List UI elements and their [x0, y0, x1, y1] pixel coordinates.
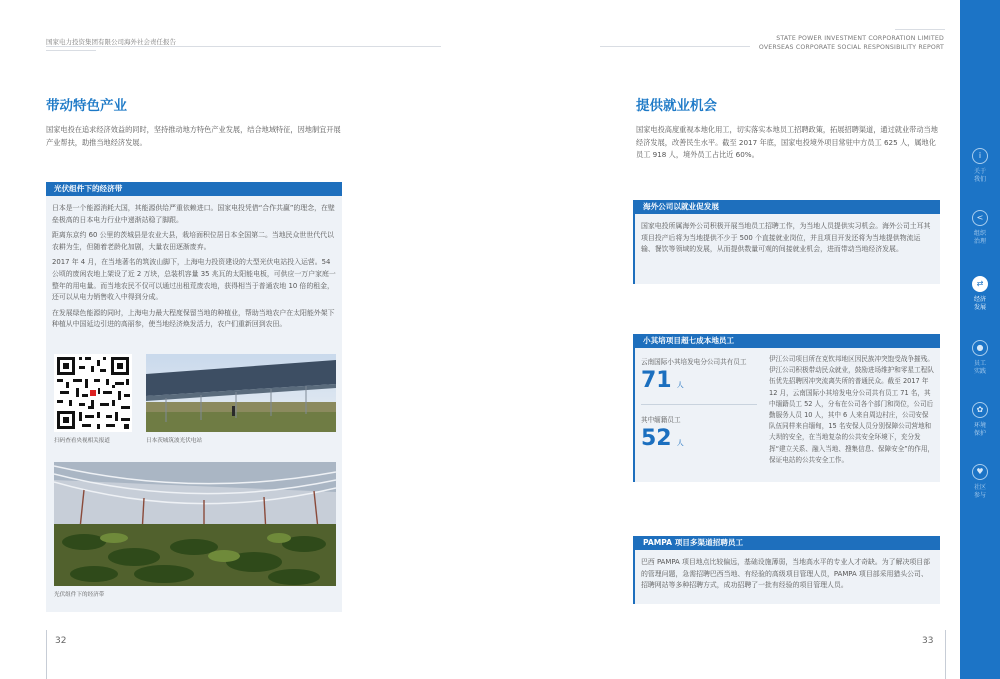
leaf-icon: ✿ — [972, 402, 988, 418]
header-english-line2: OVERSEAS CORPORATE SOCIAL RESPONSIBILITY REPORT — [758, 44, 944, 51]
stat-total-value: 71 — [641, 368, 672, 393]
header-divider-left — [46, 46, 441, 47]
sidebar-item-community[interactable] — [960, 464, 1000, 500]
person-icon: ● — [972, 340, 988, 356]
sidebar-item-governance[interactable] — [960, 210, 1000, 246]
pampa-panel — [635, 536, 940, 604]
sidebar-item-about-label1: 关于 — [973, 168, 986, 175]
stat-myanmar — [641, 426, 684, 451]
stat-total — [641, 368, 684, 393]
sidebar-item-economy-label2: 发展 — [973, 304, 986, 311]
stat-total-label: 云南国际小其培发电分公司共有员工 — [641, 358, 747, 366]
stat-total-unit: 人 — [676, 381, 684, 389]
right-section-title: 提供就业机会 — [636, 98, 717, 114]
crops-under-panels-photo — [54, 462, 336, 586]
header-english-line1: STATE POWER INVESTMENT CORPORATION LIMITED — [776, 35, 944, 42]
sidebar-item-governance-label2: 治理 — [973, 238, 986, 245]
stat-myanmar-label: 其中缅籍员工 — [641, 416, 681, 424]
sidebar-item-environment-label2: 保护 — [973, 430, 986, 437]
sidebar-item-employees[interactable] — [960, 340, 1000, 376]
chapter-sidebar — [960, 0, 1000, 679]
handshake-icon: ⇄ — [972, 276, 988, 292]
header-divider-right-short — [895, 29, 945, 30]
left-panel-paragraph-1: 日本是一个能源消耗大国，其能源供给严重依赖进口。国家电投凭借“合作共赢”的理念，在壁垒极高的日本电力行业中递渐站稳了脚跟。 — [52, 204, 335, 224]
stat-myanmar-unit: 人 — [676, 439, 684, 447]
report-header-left: 国家电力投资集团有限公司海外社会责任报告 — [46, 38, 176, 46]
sidebar-item-economy-label1: 经济 — [973, 296, 986, 303]
right-intro-paragraph: 国家电投高度重视本地化用工，切实落实本地员工招聘政策，拓展招聘渠道，通过就业带动当地经济发展，改善民生水平。截至 2017 年底，国家电投境外项目常驻中方员工 625 人，属地化员工 918 人，境外员工占比近 60%。 — [636, 125, 938, 159]
qr-code[interactable] — [54, 354, 132, 432]
crops-caption: 光伏组件下的经济带 — [54, 592, 105, 598]
sidebar-item-environment-label1: 环境 — [973, 422, 986, 429]
sidebar-item-community-label2: 参与 — [973, 492, 986, 499]
local-staff-panel-title: 小其培项目超七成本地员工 — [635, 334, 940, 348]
left-panel-title: 光伏组件下的经济带 — [46, 182, 342, 196]
left-panel-paragraph-4: 在发展绿色能源的同时，上海电力最大程度保留当地的种植业，帮助当地农户在太阳能外架下种植从中国延边引进的高丽参，使当地经济焕发活力，农户们重新回到农田。 — [52, 308, 335, 329]
sidebar-item-employees-label1: 员工 — [973, 360, 986, 367]
employment-panel-text: 国家电投所属海外公司积极开展当地员工招聘工作，为当地人员提供实习机会。海外公司土耳其项目投产后将为当地提供不少于 500 个直接就业岗位，并且项目开发还将为当地提供物流运输、餐饮等领域的发展，从而提供数量可观的间接就业机会，进而带动当地经济发展。 — [641, 222, 931, 254]
sidebar-item-community-label1: 社区 — [973, 484, 986, 491]
solar-station-caption: 日本茨城筑波光伏电站 — [146, 438, 202, 444]
left-panel — [46, 182, 342, 612]
stat-divider — [641, 404, 757, 405]
page-number-right: 33 — [922, 636, 934, 646]
report-header-right — [759, 34, 944, 52]
share-icon: < — [972, 210, 988, 226]
employment-panel — [635, 200, 940, 284]
left-panel-paragraph-3: 2017 年 4 月，在当地著名的筑波山脚下，上海电力投资建设的大型光伏电站投入运营。54 公顷的废闲农地上架设了近 2 万块，总装机容量 35 兆瓦的太阳能电板，可供应一万户家庭一整年的用电量。而当地农民不仅可以通过出租荒废农地，获得相当于普通农地 10 倍的租金，还可以从电力销售收入中得到分成。 — [52, 258, 336, 302]
heart-icon: ♥ — [972, 464, 988, 480]
footer-rule-left — [46, 630, 47, 679]
left-panel-paragraph-2: 距离东京约 60 公里的茨城县是农业大县，栽培面积位居日本全国第二。当地民众世世代代以农耕为生，但随着老龄化加剧，大量农田逐渐废弃。 — [52, 231, 334, 251]
local-staff-panel-text: 伊江公司项目所在克钦邦地区因民族冲突饱受战争摧残。伊江公司积极带动民众就业，鼓励进场维护和零星工程队伍优先招聘因冲突流离失所的普通民众。截至 2017 年 12 月，云南国际小其培发电分公司共有员工 71 名，其中缅籍员工 52 人，分布在公司各个部门和岗位，公司后勤服务人员 10 人，其中 6 人来自周边村庄，公司安保队伍同样来自缅甸，15 名安保人员分别保障公司营地和大坝的安全，在当地复杂的公共安全环境下，充分发挥“建立关系、融入当地、搜集信息、保障安全”的作用，保证电站的公共安全工作。 — [769, 355, 935, 464]
pampa-panel-title: PAMPA 项目多渠道招聘员工 — [635, 536, 940, 550]
left-intro-paragraph: 国家电投在追求经济效益的同时，坚持推动地方特色产业发展，结合地域特征，因地制宜开展产业帮扶，助推当地经济发展。 — [46, 125, 341, 147]
pampa-panel-text: 巴西 PAMPA 项目地点比较偏远，基础设施薄弱，当地高水平的专业人才奇缺。为了解决项目部的管理问题，急需招聘巴西当地、有经验的高级项目管理人员，PAMPA 项目部采用猎头公司、招聘网站等多种招聘方式，成功招聘了一批有经验的项目管理人员。 — [641, 558, 931, 590]
header-divider-left-short — [46, 50, 96, 51]
solar-station-photo — [146, 354, 336, 432]
page-number-left: 32 — [55, 636, 67, 646]
header-divider-right — [600, 46, 750, 47]
left-section-title: 带动特色产业 — [46, 98, 127, 114]
sidebar-item-governance-label1: 组织 — [973, 230, 986, 237]
left-panel-body — [52, 203, 336, 331]
sidebar-item-economy[interactable] — [960, 276, 1000, 312]
qr-caption: 扫码查看央视相关报道 — [54, 438, 110, 444]
sidebar-item-environment[interactable] — [960, 402, 1000, 438]
sidebar-item-about[interactable] — [960, 148, 1000, 184]
info-icon: i — [972, 148, 988, 164]
sidebar-item-employees-label2: 实践 — [973, 368, 986, 375]
stat-myanmar-value: 52 — [641, 426, 672, 451]
local-staff-panel — [635, 334, 940, 482]
footer-rule-right — [945, 630, 946, 679]
employment-panel-title: 海外公司以就业促发展 — [635, 200, 940, 214]
sidebar-item-about-label2: 我们 — [973, 176, 986, 183]
